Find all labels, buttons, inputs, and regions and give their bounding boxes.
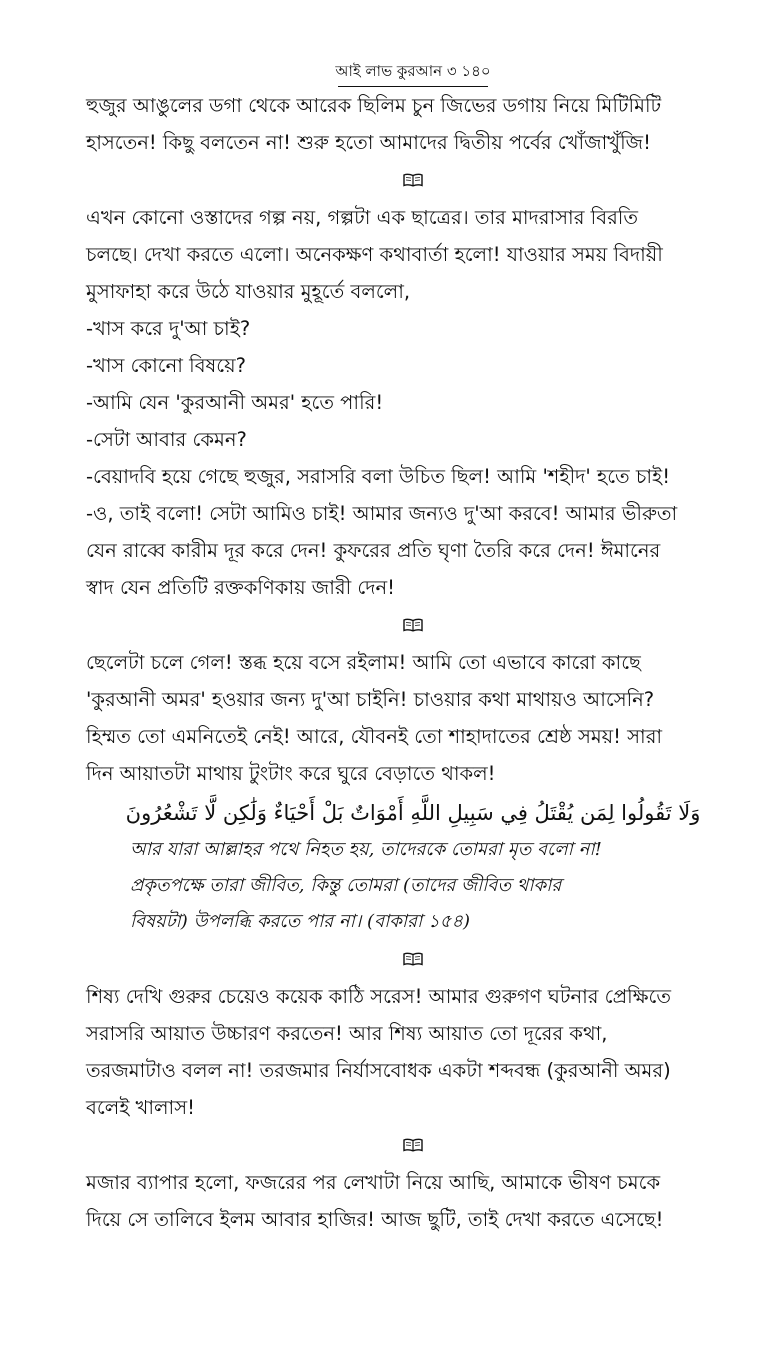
text-line: চলছে। দেখা করতে এলো। অনেকক্ষণ কথাবার্তা হলো! যাওয়ার সময় বিদায়ী [86,243,663,266]
verse-translation [86,832,740,940]
paragraph-4 [86,978,740,1126]
section-separator [86,606,740,644]
book-page [86,60,740,1238]
paragraph-3 [86,644,740,792]
dialogue-line: -খাস কোনো বিষয়ে? [86,354,246,377]
dialogue-line: -আমি যেন 'কুরআনী অমর' হতে পারি! [86,391,384,414]
open-book-icon [403,173,423,187]
text-line: দিয়ে সে তালিবে ইলম আবার হাজির! আজ ছুটি, তাই দেখা করতে এসেছে! [86,1208,664,1231]
section-separator [86,161,740,199]
translation-line: প্রকৃতপক্ষে তারা জীবিত, কিন্তু তোমরা (তাদের জীবিত থাকার [130,875,562,896]
text-line: হিম্মত তো এমনিতেই নেই! আরে, যৌবনই তো শাহাদাতের শ্রেষ্ঠ সময়! সারা [86,725,663,748]
text-line: মজার ব্যাপার হলো, ফজরের পর লেখাটা নিয়ে আছি, আমাকে ভীষণ চমকে [86,1171,661,1194]
paragraph-5 [86,1164,740,1238]
text-line: হাসতেন! কিছু বলতেন না! শুরু হতো আমাদের দ্বিতীয় পর্বের খোঁজাখুঁজি! [86,131,651,154]
text-line: বলেই খালাস! [86,1096,195,1119]
text-line: মুসাফাহা করে উঠে যাওয়ার মুহূর্তে বললো, [86,280,411,303]
text-line: ছেলেটা চলে গেল! স্তব্ধ হয়ে বসে রইলাম! আমি তো এভাবে কারো কাছে [86,651,641,674]
open-book-icon [403,1138,423,1152]
section-separator [86,1126,740,1164]
dialogue-line: -সেটা আবার কেমন? [86,428,247,451]
text-line: তরজমাটাও বলল না! তরজমার নির্যাসবোধক একটা শব্দবন্ধ (কুরআনী অমর) [86,1059,671,1082]
text-line: 'কুরআনী অমর' হওয়ার জন্য দু'আ চাইনি! চাওয়ার কথা মাথায়ও আসেনি? [86,688,655,711]
text-line: শিষ্য দেখি গুরুর চেয়েও কয়েক কাঠি সরেস! আমার গুরুগণ ঘটনার প্রেক্ষিতে [86,985,671,1008]
text-line: -ও, তাই বলো! সেটা আমিও চাই! আমার জন্যও দু'আ করবে! আমার ভীরুতা [86,502,678,525]
quran-verse-arabic: وَلَا تَقُولُوا لِمَن يُقْتَلُ فِي سَبِيلِ اللَّهِ أَمْوَاتٌ بَلْ أَحْيَاءٌ وَلَٰكِن لَّا تَشْعُرُونَ [125,801,701,825]
text-line: যেন রাব্বে কারীম দূর করে দেন! কুফরের প্রতি ঘৃণা তৈরি করে দেন! ঈমানের [86,539,661,562]
text-line: এখন কোনো ওস্তাদের গল্প নয়, গল্পটা এক ছাত্রের। তার মাদরাসার বিরতি [86,206,639,229]
text-line: সরাসরি আয়াত উচ্চারণ করতেন! আর শিষ্য আয়াত তো দূরের কথা, [86,1022,608,1045]
translation-line: বিষয়টা) উপলব্ধি করতে পার না। (বাকারা ১৫৪) [130,911,471,932]
paragraph-1 [86,87,740,161]
text-line: হুজুর আঙুলের ডগা থেকে আরেক ছিলিম চুন জিভের ডগায় নিয়ে মিটিমিটি [86,94,662,117]
dialogue-line: -খাস করে দু'আ চাই? [86,317,251,340]
text-line: দিন আয়াতটা মাথায় টুংটাং করে ঘুরে বেড়াতে থাকল! [86,762,496,785]
section-separator [86,940,740,978]
header-title: আই লাভ কুরআন ৩ ১৪০ [335,62,491,80]
paragraph-2 [86,199,740,606]
translation-line: আর যারা আল্লাহর পথে নিহত হয়, তাদেরকে তোমরা মৃত বলো না! [130,839,602,860]
dialogue-line: -বেয়াদবি হয়ে গেছে হুজুর, সরাসরি বলা উচিত ছিল! আমি 'শহীদ' হতে চাই! [86,465,671,488]
open-book-icon [403,618,423,632]
text-line: স্বাদ যেন প্রতিটি রক্তকণিকায় জারী দেন! [86,576,395,599]
open-book-icon [403,952,423,966]
running-header [86,60,740,87]
